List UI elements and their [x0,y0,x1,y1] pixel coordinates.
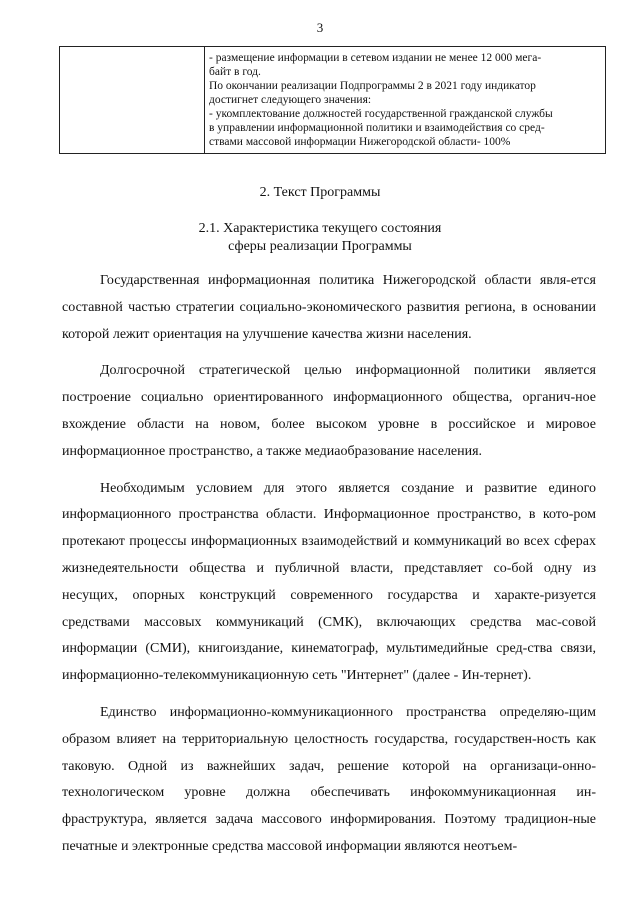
table-text-line: - укомплектование должностей государственной гражданской службы [209,108,553,120]
table-cell-empty [60,47,205,154]
table-text-line: По окончании реализации Подпрограммы 2 в 2021 году индикатор [209,80,536,92]
indicator-table [59,46,606,154]
table-text-line: - размещение информации в сетевом издании не менее 12 000 мега- [209,52,542,64]
table-row [60,47,606,154]
table-text-line: достигнет следующего значения: [209,94,372,106]
body-text [62,268,596,871]
paragraph: Государственная информационная политика Нижегородской области явля-ется составной частью стратегии социально-экономического развития региона, в основании которой лежит ориентация на улучшение качества жизни населения. [62,273,596,342]
table-text-line: в управлении информационной политики и взаимодействия со сред- [209,122,545,134]
paragraph: Необходимым условием для этого является создание и развитие единого информационного пространства области. Информационное пространство, в кото-ром протекают процессы информационных взаимодействий и коммуникаций во всех сферах жизнедеятельности общества и публичной власти, представляет со-бой одну из несущих, опорных конструкций современного государства и характе-ризуется средствами массовых коммуникаций (СМК), включающих средства мас-совой информации (СМИ), книгоиздание, кинематограф, мультимедийные сред-ства связи, информационно-телекоммуникационную сеть "Интернет" (далее - Ин-тернет). [62,480,596,684]
paragraph: Долгосрочной стратегической целью информационной политики является построение социально ориентированного информационного общества, органич-ное вхождение области на новом, более высоком уровне в российское и мировое информационное пространство, а также медиаобразование населения. [62,363,596,459]
table-cell-indicators [205,47,606,154]
paragraph: Единство информационно-коммуникационного пространства определяю-щим образом влияет на территориальную целостность государства, государствен-ность как таковую. Одной из важнейших задач, решение которой на организаци-онно-технологическом уровне должна обеспечивать инфокоммуникационная ин-фраструктура, является задача массового информирования. Поэтому традицион-ные печатные и электронные средства массовой информации являются неотъем- [62,704,596,854]
page-number: 3 [316,20,324,35]
subsection-title-line-1: 2.1. Характеристика текущего состояния [198,221,442,236]
table-text-line: ствами массовой информации Нижегородской области- 100% [209,136,511,148]
section-title: 2. Текст Программы [259,185,381,200]
table-text-line: байт в год. [209,66,261,78]
subsection-title-line-2: сферы реализации Программы [228,239,412,254]
